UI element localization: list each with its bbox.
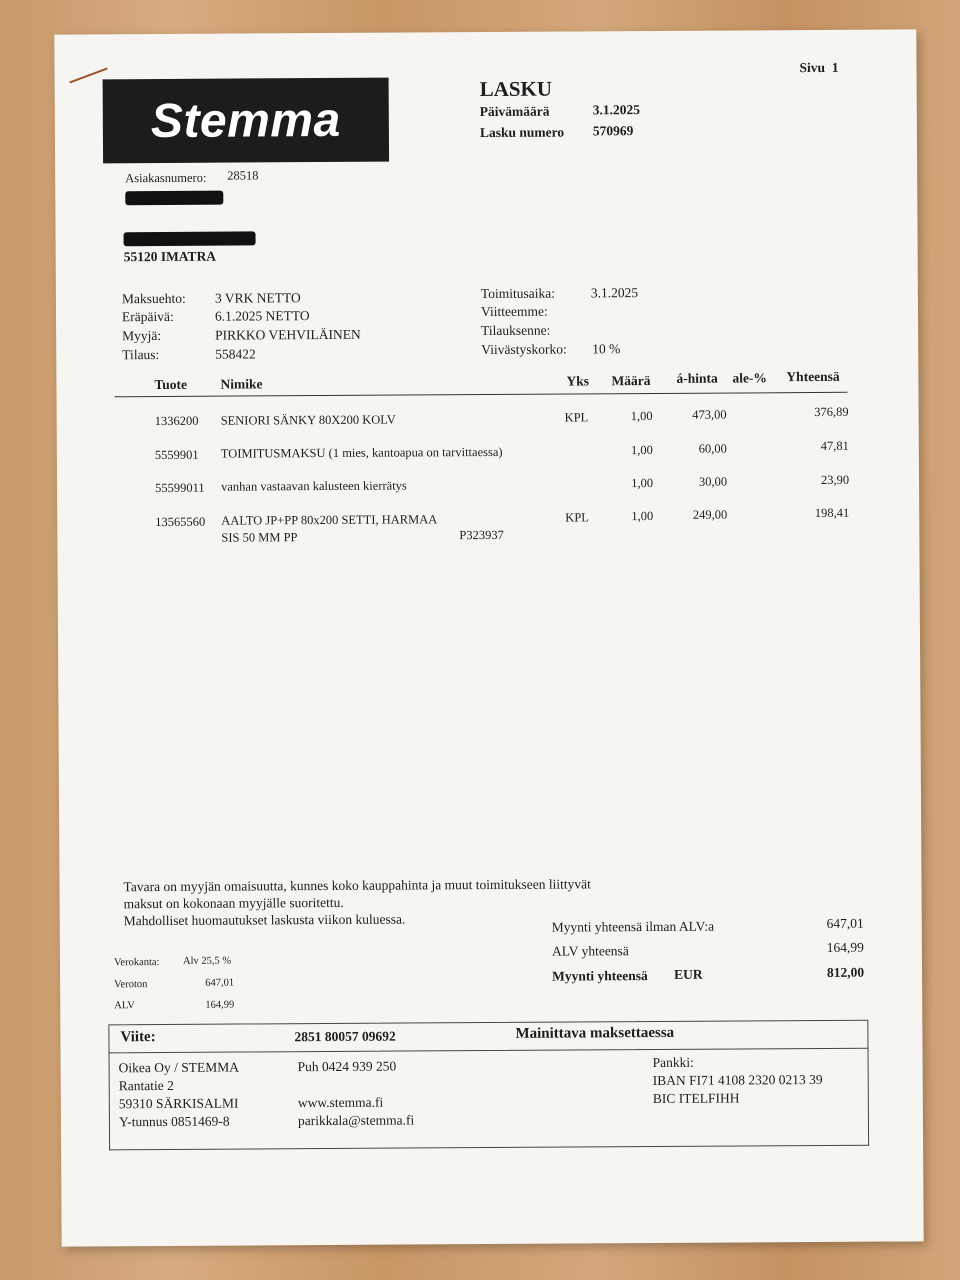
order-value: 558422	[215, 346, 256, 362]
payment-terms-value: 3 VRK NETTO	[214, 290, 301, 306]
vat-value: 164,99	[205, 999, 235, 1011]
business-id: Y-tunnus 0851469-8	[118, 1113, 230, 1130]
row-price: 60,00	[698, 441, 727, 456]
row-total: 198,41	[814, 505, 850, 521]
col-header-product: Tuote	[154, 376, 188, 393]
our-reference-label: Viitteemme:	[480, 303, 548, 320]
reference-label: Viite:	[120, 1029, 156, 1046]
company-name: Oikea Oy / STEMMA	[118, 1059, 240, 1076]
customer-city: 55120 IMATRA	[123, 248, 217, 265]
date-value: 3.1.2025	[592, 102, 641, 118]
company-email: parikkala@stemma.fi	[297, 1112, 415, 1129]
invoice-page	[54, 29, 923, 1246]
note-line-2: maksut on kokonaan myyjälle suoritettu.	[123, 894, 344, 912]
row-product: 5559901	[154, 447, 199, 463]
vat-label: ALV	[114, 1000, 135, 1012]
page-label: Sivu	[799, 59, 826, 76]
delivery-value: 3.1.2025	[590, 285, 639, 301]
row-price: 30,00	[698, 474, 728, 489]
reference-note: Mainittava maksettaessa	[515, 1024, 675, 1042]
row-qty: 1,00	[631, 475, 654, 491]
delivery-label: Toimitusaika:	[480, 285, 555, 302]
seller-value: PIRKKO VEHVILÄINEN	[215, 326, 361, 343]
row-name: TOIMITUSMAKSU (1 mies, kantoapua on tarvittaessa)	[220, 444, 503, 461]
col-header-qty: Määrä	[611, 373, 651, 389]
col-header-discount: ale-%	[732, 370, 767, 386]
payment-terms-label: Maksuehto:	[121, 290, 186, 307]
bank-bic: BIC ITELFIHH	[652, 1090, 740, 1107]
company-phone: Puh 0424 939 250	[297, 1058, 397, 1075]
total-excl-vat-label: Myynti yhteensä ilman ALV:a	[551, 918, 715, 935]
due-date-value: 6.1.2025 NETTO	[214, 308, 310, 324]
table-header-rule	[115, 392, 848, 397]
company-postal: 59310 SÄRKISALMI	[118, 1095, 239, 1112]
col-header-unit: Yks	[566, 373, 589, 389]
row-product: 55599011	[155, 480, 205, 496]
col-header-name: Nimike	[220, 376, 263, 392]
redacted-address	[124, 231, 256, 246]
row-qty: 1,00	[630, 442, 653, 458]
vat-rate-label: Verokanta:	[113, 957, 160, 969]
row-unit: KPL	[565, 510, 589, 525]
row-total: 376,89	[814, 404, 849, 420]
net-value: 647,01	[205, 977, 235, 989]
page-number-value: 1	[831, 59, 839, 75]
note-line-3: Mahdolliset huomautukset laskusta viikon kuluessa.	[123, 911, 406, 929]
total-excl-vat-value: 647,01	[826, 915, 864, 931]
row-name: vanhan vastaavan kalusteen kierrätys	[221, 478, 407, 494]
note-line-1: Tavara on myyjän omaisuutta, kunnes koko kauppahinta ja muut toimitukseen liittyvät	[123, 876, 591, 895]
col-header-price: á-hinta	[676, 370, 718, 386]
net-label: Veroton	[114, 979, 148, 991]
company-website: www.stemma.fi	[297, 1094, 384, 1111]
row-product: 1336200	[154, 413, 199, 429]
date-label: Päivämäärä	[479, 103, 550, 120]
bank-label: Pankki:	[652, 1054, 694, 1071]
row-qty: 1,00	[631, 508, 654, 524]
col-header-total: Yhteensä	[786, 368, 840, 385]
row-extra-code: P323937	[459, 527, 504, 543]
row-price: 473,00	[692, 407, 727, 422]
seller-label: Myyjä:	[122, 327, 162, 344]
row-unit: KPL	[564, 410, 589, 425]
your-order-label: Tilauksenne:	[481, 322, 551, 339]
row-qty: 1,00	[630, 408, 653, 424]
late-interest-label: Viivästyskorko:	[481, 341, 567, 358]
reference-number: 2851 80057 09692	[294, 1028, 396, 1045]
row-name-line2: SIS 50 MM PP	[221, 530, 298, 545]
bank-iban: IBAN FI71 4108 2320 0213 39	[652, 1071, 823, 1089]
invoice-number-value: 570969	[592, 123, 634, 139]
vat-rate-value: Alv 25,5 %	[182, 955, 232, 967]
total-vat-label: ALV yhteensä	[551, 943, 629, 959]
order-label: Tilaus:	[122, 347, 160, 363]
customer-number-label: Asiakasnumero:	[125, 170, 207, 186]
company-street: Rantatie 2	[118, 1077, 174, 1094]
grand-total-currency: EUR	[674, 966, 703, 982]
redacted-name	[125, 191, 223, 206]
grand-total-label: Myynti yhteensä	[552, 968, 648, 984]
grand-total-value: 812,00	[826, 964, 865, 980]
page-number	[799, 60, 838, 76]
late-interest-value: 10 %	[592, 341, 621, 357]
row-name: SENIORI SÄNKY 80X200 KOLV	[220, 412, 396, 428]
doc-title: LASKU	[479, 76, 553, 102]
invoice-number-label: Lasku numero	[479, 124, 565, 141]
due-date-label: Eräpäivä:	[121, 308, 174, 325]
total-vat-value: 164,99	[826, 939, 864, 955]
row-total: 23,90	[820, 472, 850, 487]
row-total: 47,81	[820, 438, 849, 453]
row-name: AALTO JP+PP 80x200 SETTI, HARMAA	[221, 512, 438, 528]
customer-number-value: 28518	[227, 168, 259, 183]
row-price: 249,00	[692, 507, 728, 522]
row-product: 13565560	[155, 514, 206, 530]
stemma-logo: Stemma	[103, 78, 390, 164]
